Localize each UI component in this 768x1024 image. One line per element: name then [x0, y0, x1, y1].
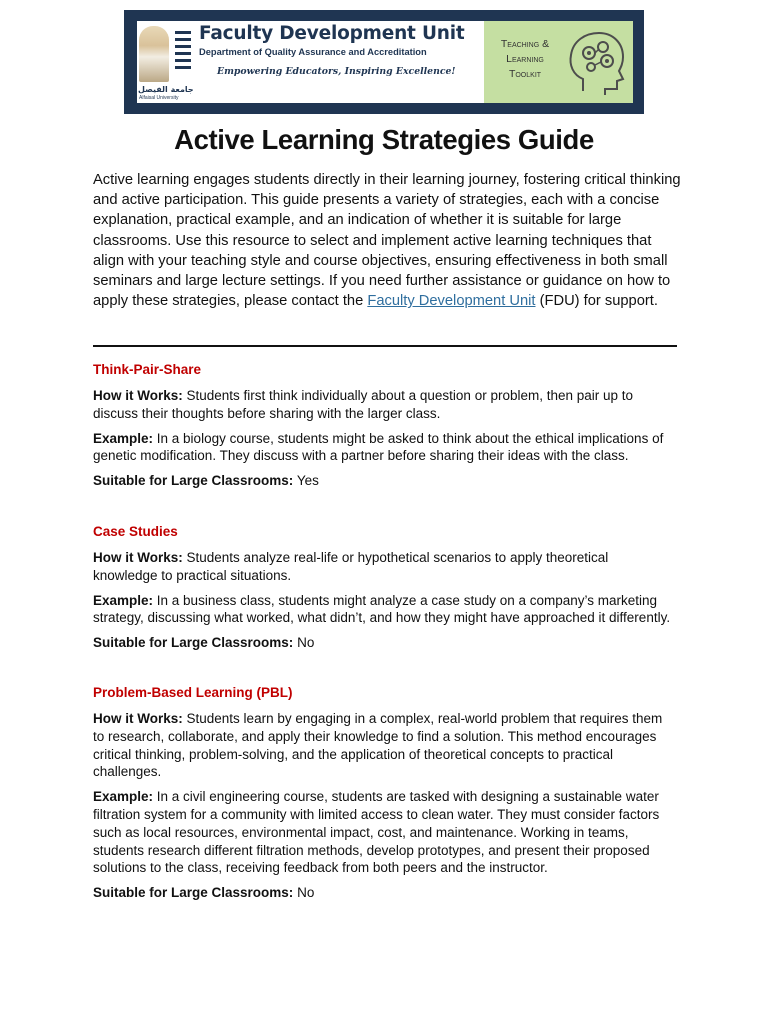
example-label: Example:: [93, 789, 154, 805]
strategy-problem-based-learning: [93, 684, 673, 902]
strategy-title: Think-Pair-Share: [93, 362, 202, 377]
example-text: In a biology course, students might be asked to think about the ethical implications of genetic modification. They discuss with a partner before sharing their ideas with the class.: [93, 430, 664, 464]
toolkit-line-3: Toolkit: [508, 68, 542, 80]
suitable-value: No: [293, 635, 315, 651]
strategy-title: Problem-Based Learning (PBL): [93, 685, 293, 700]
how-label: How it Works:: [93, 711, 183, 726]
suitability: [93, 472, 673, 490]
suitable-label: Suitable for Large Classrooms:: [93, 885, 294, 901]
intro-text-end: (FDU) for support.: [535, 293, 658, 310]
how-label: How it Works:: [93, 388, 183, 403]
university-logo: [137, 21, 197, 103]
how-it-works: [93, 710, 673, 781]
unit-subtitle: Department of Quality Assurance and Accreditation: [199, 47, 427, 57]
logo-english-text: Alfaisal University: [139, 95, 179, 101]
intro-paragraph: [93, 170, 683, 311]
strategy-think-pair-share: [93, 361, 673, 490]
example-label: Example:: [93, 430, 154, 446]
suitable-value: Yes: [293, 473, 319, 489]
unit-title: Faculty Development Unit: [199, 23, 465, 44]
strategy-case-studies: [93, 523, 673, 652]
example-text: In a business class, students might analyze a case study on a company’s marketing strategy, discussing what worked, what didn’t, and how they might have approached it differently.: [93, 592, 671, 626]
suitability: [93, 634, 673, 652]
section-divider: [93, 345, 677, 347]
fdu-link[interactable]: Faculty Development Unit: [367, 293, 536, 310]
how-text: Students analyze real-life or hypothetical scenarios to apply theoretical knowledge to practical situations.: [93, 550, 609, 583]
suitability: [93, 884, 673, 902]
toolkit-panel: [484, 21, 633, 103]
unit-text-block: [197, 21, 465, 103]
example: [93, 430, 673, 466]
head-gears-icon: [565, 29, 629, 97]
example: [93, 788, 673, 877]
logo-arabic-text: جامعة الفيصل: [138, 85, 194, 94]
suitable-label: Suitable for Large Classrooms:: [93, 635, 294, 651]
example: [93, 592, 673, 628]
unit-tagline: Empowering Educators, Inspiring Excellence!: [217, 66, 456, 77]
toolkit-line-1: Teaching &: [500, 38, 550, 50]
how-text: Students learn by engaging in a complex, real-world problem that requires them to research, collaborate, and apply their knowledge to find a solution. This method encourages critical thinking, problem-solving, and the application of theoretical concepts to practical challenges.: [93, 711, 663, 780]
how-it-works: [93, 549, 673, 585]
toolkit-label: [490, 37, 560, 82]
toolkit-line-2: Learning: [506, 53, 544, 65]
logo-bars-icon: [175, 31, 191, 73]
example-label: Example:: [93, 592, 154, 608]
suitable-label: Suitable for Large Classrooms:: [93, 473, 294, 489]
page-title: Active Learning Strategies Guide: [174, 124, 594, 155]
how-it-works: [93, 387, 673, 423]
suitable-value: No: [293, 885, 315, 901]
banner-left-panel: [137, 21, 484, 103]
portrait-image: [139, 26, 169, 82]
header-banner: [124, 10, 644, 114]
how-text: Students first think individually about a question or problem, then pair up to discuss their thoughts before sharing with the larger class.: [93, 388, 634, 421]
example-text: In a civil engineering course, students are tasked with designing a sustainable water filtration system for a community with limited access to clean water. They must consider factors such as local resources, environmental impact, cost, and maintenance. Working in teams, students research different filtration methods, develop prototypes, and present their proposed solutions to the class, receiving feedback from both peers and the instructor.: [93, 789, 660, 876]
how-label: How it Works:: [93, 550, 183, 565]
intro-text: Active learning engages students directly in their learning journey, fostering critical thinking and active participation. This guide presents a variety of strategies, each with a concise explanation, practical example, and an indication of whether it is suitable for large classrooms. Use this resource to select and implement active learning techniques that align with your teaching style and course objectives, ensuring effectiveness in both small seminars and large lecture settings. If you need further assistance or guidance on how to apply these strategies, please contact the: [93, 172, 681, 310]
strategy-title: Case Studies: [93, 524, 178, 539]
